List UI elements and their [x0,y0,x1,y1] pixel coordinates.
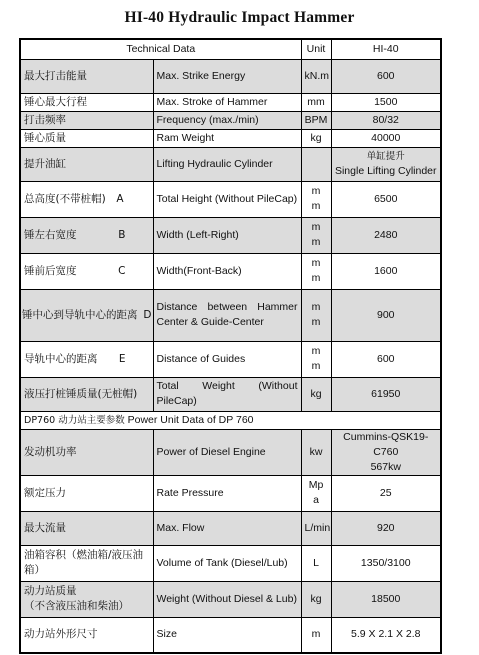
row-label-zh-text: 总高度(不带桩帽) [24,192,106,205]
row-label-en: Rate Pressure [153,475,301,511]
row-label-zh-text: 锤前后宽度 [24,264,77,277]
table-row [20,377,441,411]
row-unit-line2: m [311,236,321,248]
row-label-zh: 锤心最大行程 [20,93,153,111]
row-label-zh: 打击频率 [20,111,153,129]
row-unit-line1: m [311,257,321,269]
row-value: 900 [331,289,441,341]
document-title: HI-40 Hydraulic Impact Hammer [124,9,355,26]
row-label-zh [20,341,153,377]
row-value: 1600 [331,253,441,289]
table-row [20,93,441,111]
row-unit-line1: m [311,185,321,197]
row-value: 80/32 [331,111,441,129]
row-label-zh-line2: （不含液压油和柴油） [24,600,129,612]
row-value: 1500 [331,93,441,111]
table-row [20,429,441,475]
spec-table [19,38,442,654]
row-label-zh: 额定压力 [20,475,153,511]
row-label-zh: 发动机功率 [20,429,153,475]
row-label-zh-line1: 油箱容积（燃油箱/液压油 [24,549,144,561]
header-technical-data: Technical Data [20,39,301,59]
row-label-zh: 最大流量 [20,511,153,545]
row-value-line2: Single Lifting Cylinder [334,165,437,177]
row-value: 40000 [331,129,441,147]
row-unit [301,147,331,181]
row-unit: BPM [301,111,331,129]
row-unit: kg [301,129,331,147]
row-label-zh [20,217,153,253]
row-label-en: Width(Front-Back) [153,253,301,289]
section-header-en: Power Unit Data of DP 760 [127,413,254,426]
table-row [20,147,441,181]
row-unit-line2: a [313,494,319,506]
row-unit: L [301,545,331,581]
row-unit-line2: m [311,272,321,284]
table-row [20,289,441,341]
row-label-en: Total Height (Without PileCap) [153,181,301,217]
table-row [20,181,441,217]
row-label-zh [20,545,153,581]
row-value: 18500 [331,581,441,617]
row-value: 5.9 X 2.1 X 2.8 [331,617,441,653]
row-label-zh-text: 导轨中心的距离 [24,352,98,365]
row-label-en: Volume of Tank (Diesel/Lub) [153,545,301,581]
row-label-en: Max. Flow [153,511,301,545]
row-value [331,429,441,475]
header-unit: Unit [301,39,331,59]
row-unit: kN.m [301,59,331,93]
section-header [20,411,441,429]
row-unit-line2: m [311,316,321,328]
row-value [331,147,441,181]
row-label-letter: A [116,192,124,205]
row-unit [301,289,331,341]
section-header-row [20,411,441,429]
row-unit [301,217,331,253]
row-label-zh [20,581,153,617]
row-value: 1350/3100 [331,545,441,581]
table-row [20,129,441,147]
row-value: 600 [331,341,441,377]
row-label-letter: B [118,228,126,241]
table-header-row [20,39,441,59]
row-label-en: Size [153,617,301,653]
table-row [20,475,441,511]
row-value: 25 [331,475,441,511]
row-label-en: Power of Diesel Engine [153,429,301,475]
row-value: 2480 [331,217,441,253]
row-unit [301,475,331,511]
row-label-en: Frequency (max./min) [153,111,301,129]
row-label-zh [20,253,153,289]
row-label-en: Total Weight (Without PileCap) [153,377,301,411]
row-unit: mm [301,93,331,111]
row-label-zh [20,289,153,341]
row-label-zh: 动力站外形尺寸 [20,617,153,653]
row-label-en: Distance of Guides [153,341,301,377]
row-unit-line1: m [311,221,321,233]
row-value: 600 [331,59,441,93]
row-unit-line1: Mp [308,479,324,491]
row-value: 61950 [331,377,441,411]
row-unit-line2: m [311,200,321,212]
row-label-zh: 液压打桩锤质量(无桩帽) [20,377,153,411]
row-unit: L/min [301,511,331,545]
row-label-zh-text: 锤左右宽度 [24,228,77,241]
row-label-en: Distance between Hammer Center & Guide-Center [153,289,301,341]
table-row [20,511,441,545]
table-row [20,111,441,129]
header-model: HI-40 [331,39,441,59]
row-label-zh-line1: 动力站质量 [24,585,77,597]
table-row [20,217,441,253]
row-label-en: Lifting Hydraulic Cylinder [153,147,301,181]
row-unit-line1: m [311,301,321,313]
row-label-zh: 锤心质量 [20,129,153,147]
row-label-zh [20,181,153,217]
row-unit [301,253,331,289]
section-header-zh: DP760 动力站主要参数 [24,414,125,426]
row-unit-line1: m [311,345,321,357]
row-label-zh: 提升油缸 [20,147,153,181]
row-unit: m [301,617,331,653]
row-value: 920 [331,511,441,545]
row-label-en: Width (Left-Right) [153,217,301,253]
table-row [20,617,441,653]
row-label-letter: D [143,308,152,321]
row-label-en: Max. Strike Energy [153,59,301,93]
row-unit [301,341,331,377]
table-row [20,59,441,93]
row-value-line1: 单缸提升 [366,151,405,162]
row-unit-line2: m [311,360,321,372]
row-label-letter: E [118,352,126,365]
row-label-zh: 最大打击能量 [20,59,153,93]
row-value: 6500 [331,181,441,217]
table-row [20,341,441,377]
row-label-en: Ram Weight [153,129,301,147]
row-label-en: Weight (Without Diesel & Lub) [153,581,301,617]
row-label-zh-line2: 箱） [24,564,45,576]
table-row [20,545,441,581]
table-row [20,253,441,289]
row-label-en: Max. Stroke of Hammer [153,93,301,111]
row-value-line2: 567kw [370,460,401,473]
row-unit: kw [301,429,331,475]
row-unit: kg [301,581,331,617]
row-unit [301,181,331,217]
row-value-line1: Cummins-QSK19-C760 [343,430,429,458]
table-row [20,581,441,617]
row-unit: kg [301,377,331,411]
row-label-letter: C [118,264,126,277]
row-label-zh-text: 锤中心到导轨中心的距离 [22,308,138,321]
